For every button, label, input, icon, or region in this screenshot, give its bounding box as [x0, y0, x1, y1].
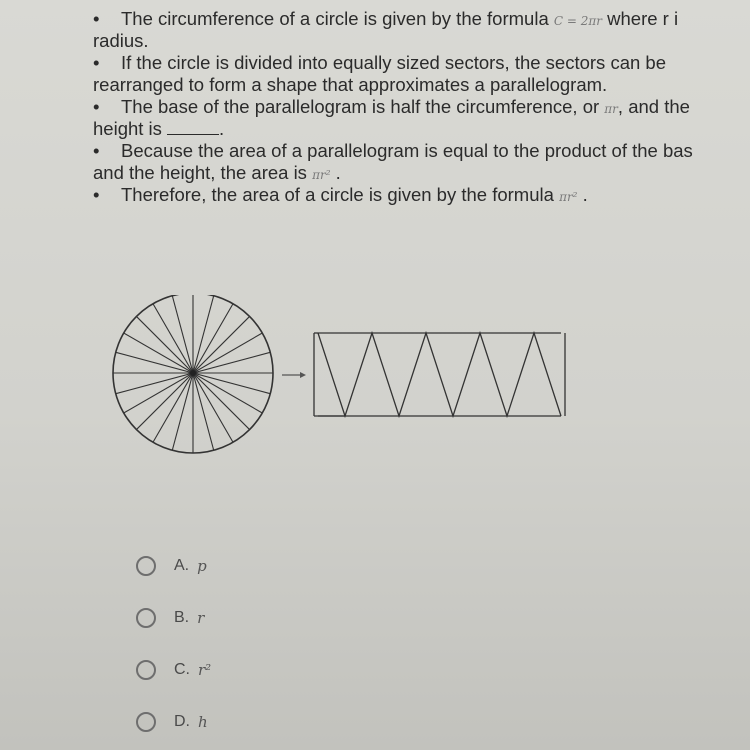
bullet-dot: • [93, 96, 100, 117]
bullet-line-2 [93, 52, 750, 74]
bullet-line-3 [93, 96, 750, 118]
answer-options [136, 540, 211, 748]
bullet-line-1 [93, 8, 750, 30]
line-6-text: height is [93, 118, 162, 139]
center-point [190, 370, 196, 376]
radio-button[interactable] [136, 608, 156, 628]
bullet-dot: • [93, 184, 100, 205]
zigzag-sectors [318, 333, 561, 416]
line-8-tail: . [335, 162, 341, 183]
bullet-dot: • [93, 52, 100, 73]
option-value: h [198, 713, 208, 731]
bullet-line-5 [93, 184, 750, 206]
transform-arrow [282, 372, 306, 378]
bullet-dot: • [93, 140, 100, 161]
final-formula: πr² [559, 190, 578, 204]
option-b[interactable] [136, 592, 211, 644]
option-value: r [197, 609, 205, 627]
option-value: r² [198, 661, 212, 679]
circumference-formula: C = 2πr [553, 14, 602, 28]
problem-text [93, 8, 750, 206]
line-2: radius. [93, 30, 149, 51]
line-9-text: Therefore, the area of a circle is given by the formula [121, 184, 554, 205]
base-formula: πr [604, 102, 618, 116]
answer-blank [167, 118, 219, 135]
figure-svg [100, 295, 600, 455]
option-letter: C. [174, 661, 190, 678]
line-5-tail: , and the [617, 96, 690, 117]
line-4: rearranged to form a shape that approximates a parallelogram. [93, 74, 608, 95]
option-d[interactable] [136, 696, 211, 748]
line-6-tail: . [219, 118, 225, 139]
line-8 [93, 162, 750, 184]
option-c[interactable] [136, 644, 211, 696]
bullet-line-4 [93, 140, 750, 162]
rearranged-sectors-parallelogram [314, 333, 565, 416]
line-3-text: If the circle is divided into equally sized sectors, the sectors can be [121, 52, 666, 73]
option-a[interactable] [136, 540, 211, 592]
line-6 [93, 118, 750, 140]
line-9-tail: . [582, 184, 588, 205]
radio-button[interactable] [136, 556, 156, 576]
line-5-text: The base of the parallelogram is half the circumference, or [121, 96, 600, 117]
option-letter: B. [174, 609, 190, 626]
circle-to-parallelogram-figure [100, 295, 600, 455]
line-8-text: and the height, the area is [93, 162, 307, 183]
line-1-tail: where r i [607, 8, 679, 29]
line-7-text: Because the area of a parallelogram is equal to the product of the bas [121, 140, 693, 161]
area-formula: πr² [312, 168, 331, 182]
option-value: p [197, 557, 207, 575]
line-1-text: The circumference of a circle is given by the formula [121, 8, 549, 29]
divided-circle [113, 295, 273, 453]
radio-button[interactable] [136, 660, 156, 680]
circle-sectors [113, 295, 273, 453]
bullet-dot: • [93, 8, 100, 29]
option-letter: A. [174, 557, 190, 574]
option-letter: D. [174, 713, 190, 730]
radio-button[interactable] [136, 712, 156, 732]
arrow-head [300, 372, 306, 378]
